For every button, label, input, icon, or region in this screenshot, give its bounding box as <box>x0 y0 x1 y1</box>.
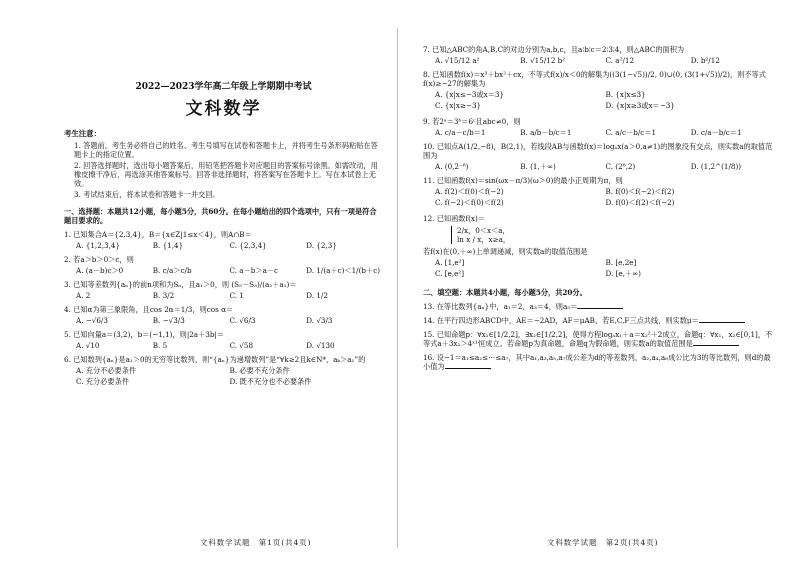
exam-title: 2022—2023学年高二年级上学期期中考试 <box>135 82 312 92</box>
option-c: C. a－b＞a－c <box>229 265 279 275</box>
question-stem: 1. 已知集合A＝{2,3,4}，B＝{x∈Z|1≤x＜4}，则A∩B＝ <box>64 229 252 239</box>
section-heading-choice: 一、选择题：本题共12小题，每小题5分，共60分。在每小题给出的四个选项中，只有一项是符合题目要求的。 <box>64 206 377 225</box>
option-a: A. f(2)＜f(0)＜f(−2) <box>435 187 504 196</box>
options <box>64 291 383 300</box>
option-d: D. 1/2 <box>306 290 328 300</box>
option-b: B. c/a＞c/b <box>152 265 192 275</box>
option-d: D. 既不充分也不必要条件 <box>229 376 312 386</box>
options <box>64 316 383 325</box>
option-b: B. [e,2e] <box>605 258 637 267</box>
option-a: A. −√6/3 <box>76 315 108 325</box>
option-c: C. 充分必要条件 <box>76 376 129 386</box>
option-b: B. f(0)＜f(−2)＜f(2) <box>605 187 675 196</box>
option-d: D. f(0)＜f(2)＜f(−2) <box>605 198 675 207</box>
option-b: B. 3/2 <box>152 290 175 300</box>
question-stem: 9. 若2ᵃ＝3ᵇ＝6ᶜ且abc≠0，则 <box>423 117 521 126</box>
options <box>64 241 383 250</box>
option-a: A. {x|x≤−3或x＝3} <box>435 90 505 99</box>
option-b: B. {x|x≤3} <box>605 90 646 99</box>
question-stem: 14. 在平行四边形ABCD中，AE＝−2AD，AF＝μAB，若E,C,F三点共线，则实数μ＝ <box>423 316 699 325</box>
question-6 <box>64 355 383 388</box>
question-12 <box>423 214 776 280</box>
option-a: A. (0,2⁻⁸) <box>435 162 469 171</box>
options <box>423 90 776 112</box>
option-a: A. c/a－c/b＝1 <box>435 128 486 137</box>
question-stem: 7. 已知△ABC的角A,B,C的对边分别为a,b,c，且a∶b∶c＝2∶3∶4，则△ABC的面积为 <box>423 45 685 54</box>
option-c: C. (2⁸,2) <box>605 162 636 171</box>
option-d: D. 1/(a＋c)＜1/(b＋c) <box>306 265 381 275</box>
options <box>423 187 776 209</box>
notice-item: 3. 考试结束后，将本试卷和答题卡一并交回。 <box>74 189 220 199</box>
option-b: B. (1,＋∞) <box>520 162 556 171</box>
question-stem: 15. 已知命题p：∀x₁∈[1/2,2]，∃x₂∈[1/2,2]，使得方程logₐx₁＋a＝x₂²＋2成立，命题q：∀x₁，x₂∈[0,1]，不等式a＋3x₂＞4ˣ¹恒成立。若命题p为真命题，命题q为假命题，则实数a的取值范围是 <box>423 330 773 348</box>
page-footer: 文科数学试题 第1页(共4页) <box>200 537 312 547</box>
question-16 <box>423 353 776 371</box>
option-d: D. √3/3 <box>306 315 333 325</box>
question-stem: 13. 在等比数列{aₙ}中，a₁＝2，a₃＝4，则a₅＝ <box>423 302 578 311</box>
option-b: B. a/b－b/c＝1 <box>520 128 572 137</box>
option-a: A. {1,2,3,4} <box>76 240 121 250</box>
page-footer: 文科数学试题 第2页(共4页) <box>547 537 659 547</box>
option-a: A. (a－b)c＞0 <box>76 265 124 275</box>
option-c: C. a²/12 <box>605 56 635 65</box>
piecewise-function <box>451 226 776 244</box>
notice-heading: 考生注意： <box>64 128 101 138</box>
answer-blank <box>577 302 623 309</box>
options <box>423 56 776 65</box>
options <box>64 366 383 388</box>
option-a: A. 2 <box>76 290 91 300</box>
options <box>64 341 383 350</box>
question-stem: 12. 已知函数f(x)＝ <box>423 214 485 223</box>
option-b: B. −√3/3 <box>152 315 185 325</box>
options <box>423 258 776 280</box>
question-stem: 3. 已知等差数列{aₙ}的前n项和为Sₙ，且a₁＞0，则 (S₅－S₃)/(a₂＋a₁)＝ <box>64 279 297 289</box>
section-heading-fill: 二、填空题：本题共4小题，每小题5分，共20分。 <box>423 288 587 297</box>
notice-item: 2. 回答选择题时，选出每小题答案后，用铅笔把答题卡对应题目的答案标号涂黑。如需改动，用橡皮擦干净后，再选涂其他答案标号。回答非选择题时，将答案写在答题卡上。写在本试卷上无效。 <box>74 160 378 188</box>
option-d: D. [e,＋∞) <box>605 269 641 278</box>
question-13 <box>423 302 776 311</box>
question-stem: 10. 已知点A(1/2,−8)，B(2,1)，若线段AB与函数f(x)＝logₐx(a＞0,a≠1)的图象没有交点，则实数a的取值范围为 <box>423 142 773 160</box>
option-a: A. √10 <box>76 340 100 350</box>
option-c: C. f(−2)＜f(0)＜f(2) <box>435 198 504 207</box>
question-1 <box>64 230 383 250</box>
option-c: C. {x|x≥−3} <box>435 101 482 110</box>
option-d: D. c/a－b/c＝1 <box>690 128 742 137</box>
option-d: D. {x|x≥3或x＝−3} <box>605 101 675 110</box>
option-b: B. {1,4} <box>152 240 184 250</box>
question-stem: 5. 已知向量a＝(3,2)，b＝(−1,1)，则|2a＋3b|＝ <box>64 329 225 339</box>
option-c: C. 1 <box>229 290 244 300</box>
question-4 <box>64 305 383 325</box>
option-c: C. √6/3 <box>229 315 256 325</box>
piece-case-1: 2/x，0＜x＜a， <box>457 226 510 235</box>
question-stem-tail: 若f(x)在(0,＋∞)上单调递减，则实数a的取值范围是 <box>423 247 588 256</box>
options <box>423 162 776 171</box>
option-a: A. √15/12 a² <box>435 56 480 65</box>
answer-blank <box>693 339 739 346</box>
question-3 <box>64 280 383 300</box>
question-stem: 8. 已知函数f(x)＝x³＋bx²＋cx，不等式f(x)/x＜0的解集为((3(1−√5))/2, 0)∪(0, (3(1+√5))/2)，则不等式f(x)≥−27的解集为 <box>423 70 766 88</box>
question-stem: 6. 已知数列{aₙ}是a₁＞0的无穷等比数列，则“{aₙ}为递增数列”是“∀k≥2且k∈N*，aₖ＞a₁”的 <box>64 354 366 364</box>
options <box>64 266 383 275</box>
option-a: A. [1,e²] <box>435 258 465 267</box>
option-b: B. 5 <box>152 340 168 350</box>
answer-blank <box>445 362 491 369</box>
subject-title: 文科数学 <box>185 99 262 120</box>
option-b: B. 必要不充分条件 <box>229 365 290 375</box>
option-c: C. a/c－b/c＝1 <box>605 128 657 137</box>
question-stem: 11. 已知函数f(x)＝sin(ωx－π/3)(ω＞0)的最小正周期为π，则 <box>423 176 623 185</box>
notice-item: 1. 答题前，考生务必将自己的姓名、考生号填写在试卷和答题卡上，并将考生号条形码粘贴在答题卡上的指定位置。 <box>74 140 378 159</box>
question-10 <box>423 142 776 171</box>
options <box>423 128 776 137</box>
option-d: D. b²/12 <box>690 56 720 65</box>
question-8 <box>423 70 776 112</box>
question-stem: 16. 设−1＝a₁≤a₂≤⋯≤a₇，其中a₁,a₃,a₅,a₇成公差为d的等差数列，a₂,a₄,a₆成公比为3的等比数列，则d的最小值为 <box>423 353 771 371</box>
option-d: D. {2,3} <box>306 240 337 250</box>
option-c: C. √58 <box>229 340 254 350</box>
option-d: D. √130 <box>306 340 335 350</box>
question-7 <box>423 45 776 65</box>
question-stem: 2. 若a＞b＞0＞c，则 <box>64 254 134 264</box>
piece-case-2: ln x / x，x≥a， <box>457 235 511 244</box>
question-15 <box>423 330 776 348</box>
question-11 <box>423 176 776 209</box>
question-5 <box>64 330 383 350</box>
question-stem: 4. 已知α为第三象限角，且cos 2α＝1/3，则cos α＝ <box>64 304 234 314</box>
option-a: A. 充分不必要条件 <box>76 365 137 375</box>
answer-blank <box>699 316 745 323</box>
right-page <box>397 0 794 561</box>
option-c: C. [e,e²] <box>435 269 465 278</box>
option-d: D. (1,2^(1/8)) <box>690 162 742 171</box>
option-c: C. {2,3,4} <box>229 240 267 250</box>
question-9 <box>423 117 776 137</box>
option-b: B. √15/12 b² <box>520 56 566 65</box>
question-14 <box>423 316 776 325</box>
question-2 <box>64 255 383 275</box>
